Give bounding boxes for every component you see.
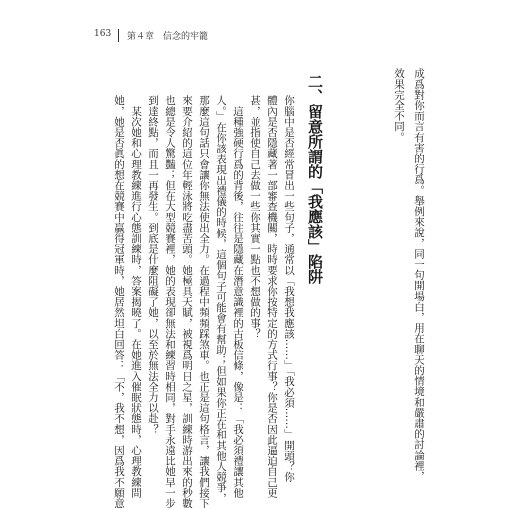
- page-number: 163: [94, 29, 112, 39]
- text-column: 你腦中是否經常冒出一些句子，通常以「我想我應該……」「我必須……」開頭？你: [283, 95, 295, 482]
- text-column: 效果完全不同。: [393, 68, 405, 143]
- text-column: 來要介紹的這位年輕泳將吃盡苦頭。她極具天賦，被視爲明日之星，訓練時游出來的秒數: [181, 95, 193, 508]
- chapter-title: 第４章 信念的牢籠: [127, 32, 209, 42]
- text-column: 成爲對你而言有害的行爲。舉例來說，同一句開場白，用在聊天的情境和嚴肅的討論裡，: [413, 68, 425, 482]
- text-column: 人。」在你該表現出禮儀的時候，這個句子可能會有幫助；但如果你正在和其他人競爭，: [215, 95, 227, 504]
- text-column: 某次她和心理教練進行心態訓練時，答案揭曉了。在她進入催眠狀態時，心理教練問: [130, 95, 142, 498]
- text-column: 她，她是否眞的想在競賽中贏得冠軍時，她居然坦白回答：「不，我不想，因爲我不願意: [113, 95, 125, 508]
- text-column: 體內是否隱藏著一部審查機關，時時要求你按特定的方式行事？你是否因此逼迫自己更: [266, 95, 278, 498]
- text-column: 也總是令人驚豔；但在大型競賽裡，她的表現卻無法和練習時相同，對手永遠比她早一步: [164, 95, 176, 508]
- header-divider: [118, 29, 119, 42]
- text-column: 到達終點，而且一再發生。到底是什麼阻礙了她，以至於無法全力以赴？: [147, 95, 159, 435]
- section-heading: 二、留意所謂的「我應該」陷阱: [306, 74, 324, 284]
- text-column: 這種強硬行爲的背後，往往是隱藏在潛意識裡的古板信條，像是：「我必須禮讓其他: [232, 95, 244, 498]
- text-column: 甚，並指使自己去做一些你其實一點也不想做的事？: [249, 95, 261, 339]
- text-column: 那麼這句話只會讓你無法使出全力。在過程中頻頻踩煞車。也正是這句格言，讓我們接下: [198, 95, 210, 508]
